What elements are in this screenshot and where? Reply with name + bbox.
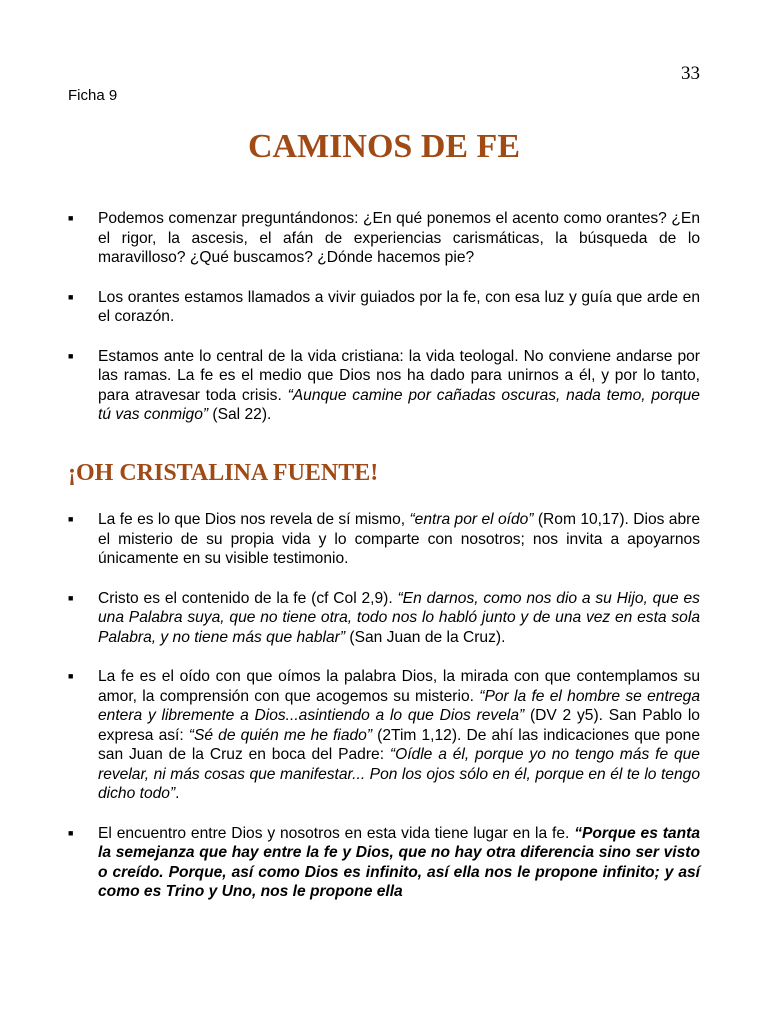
bullet-text-segment: (2Tim 1,12). De ahí las indicaciones que pone san Juan de la Cruz en boca del Padre: [98,726,700,763]
bullet-item [0,209,768,268]
bullet-text-segment: Los orantes estamos llamados a vivir guiados por la fe, con esa luz y guía que arde en el corazón. [98,288,700,325]
bullet-text-segment: (Rom 10,17). Dios abre el misterio de su propia vida y lo comparte con nosotros; nos invita a apoyarnos únicamente en su visible testimonio. [98,511,700,567]
bullet-text-segment: “En darnos, como nos dio a su Hijo, que es una Palabra suya, que no tiene otra, todo nos lo habló junto y de una vez en esta sola Palabra, y no tiene más que hablar” [98,589,700,646]
bullet-square-icon: ■ [68,350,74,361]
bullet-text [98,347,700,425]
bullet-text-segment: “Aunque camine por cañadas oscuras, nada temo, porque tú vas conmigo” [98,386,700,423]
bullet-text-segment: . [175,785,180,802]
bullet-text-segment: La fe es el oído con que oímos la palabra Dios, la mirada con que contemplamos su amor, la comprensión con que acogemos su misterio. [98,668,700,705]
bullet-text-segment: “Porque es tanta la semejanza que hay entre la fe y Dios, que no hay otra diferencia sino ser visto o creído. Porque, así como Dios es infinito, así ella nos le propone infinito; y así como es Trino y Uno, nos le propone ella [98,824,700,900]
bullet-item [0,510,768,569]
bullet-text-segment: (DV 2 y5). San Pablo lo expresa así: [98,707,700,744]
bullet-text-segment: Cristo es el contenido de la fe (cf Col 2,9). [98,589,398,607]
bullet-text [98,510,700,569]
bullet-text-segment: “Sé de quién me he fiado” [188,726,373,744]
bullet-text [98,824,700,902]
bullet-text-segment: “Oídle a él, porque yo no tengo más fe que revelar, ni más cosas que manifestar... Pon los ojos sólo en él, porque en él te lo tengo dicho todo” [98,746,700,802]
bullet-text-segment: Podemos comenzar preguntándonos: ¿En qué ponemos el acento como orantes? ¿En el rigor, la ascesis, el afán de experiencias carismáticas, la búsqueda de lo maravilloso? ¿Qué buscamos? ¿Dónde hacemos pie? [98,210,700,266]
bullet-text-segment: (Sal 22). [208,406,272,423]
section-2-bullets [0,510,768,902]
bullet-text-segment: “Por la fe el hombre se entrega entera y libremente a Dios...asintiendo a lo que Dios revela” [98,687,700,724]
bullet-square-icon: ■ [68,514,74,524]
bullet-text-segment: (San Juan de la Cruz). [345,628,506,646]
bullet-text-segment: Estamos ante lo central de la vida cristiana: la vida teologal. No conviene andarse por las ramas. La fe es el medio que Dios nos ha dado para unirnos a él, y por lo tanto, para atravesar toda crisis. [98,347,700,404]
bullet-text [98,288,700,327]
bullet-square-icon: ■ [68,671,74,681]
bullet-item [0,288,768,327]
bullet-square-icon: ■ [68,827,74,838]
bullet-text-segment: El encuentro entre Dios y nosotros en esta vida tiene lugar en la fe. [98,824,575,842]
bullet-text [98,589,700,648]
bullet-text [98,209,700,268]
bullet-text-segment: “entra por el oído” [409,511,534,528]
bullet-text-segment: La fe es lo que Dios nos revela de sí mismo, [98,511,410,528]
bullet-square-icon: ■ [68,291,74,302]
bullet-item [0,667,768,804]
section-heading: ¡OH CRISTALINA FUENTE! [68,460,379,486]
page-number: 33 [681,63,700,84]
bullet-item [0,589,768,648]
bullet-item [0,347,768,425]
ficha-label: Ficha 9 [68,87,118,104]
bullet-text [98,667,700,804]
section-1-bullets [0,209,768,425]
bullet-item [0,824,768,902]
bullet-square-icon: ■ [68,213,74,223]
bullet-square-icon: ■ [68,592,74,603]
page-title: CAMINOS DE FE [247,128,521,165]
